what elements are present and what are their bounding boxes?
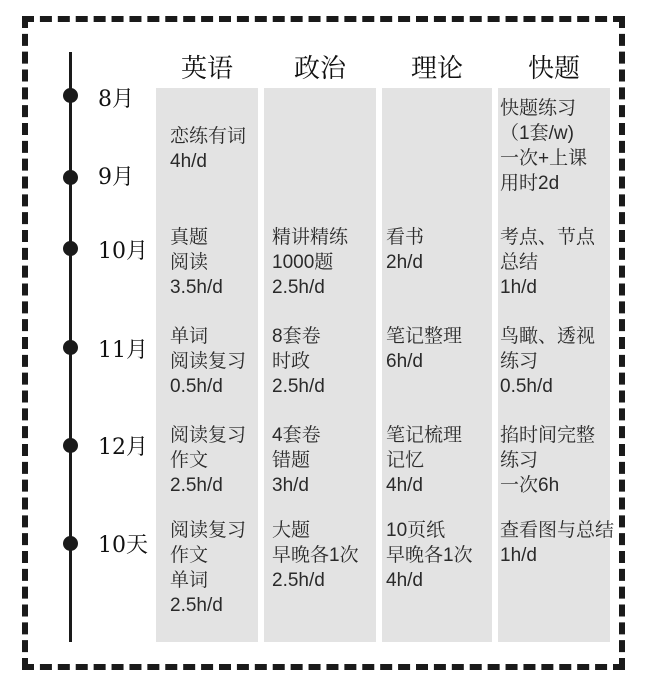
cell-theory-nov	[386, 324, 462, 374]
cell-english-nov	[170, 324, 246, 399]
cell-line: 2h/d	[386, 252, 423, 273]
cell-line: 笔记梳理	[386, 425, 463, 446]
cell-line: 快题练习	[500, 98, 577, 119]
cell-line: 精讲精练	[272, 227, 349, 248]
cell-line: 作文	[170, 450, 209, 471]
cell-line: 2.5h/d	[272, 277, 325, 298]
cell-line: 作文	[170, 545, 209, 566]
cell-sketch-10days	[500, 518, 614, 568]
cell-line: 错题	[272, 450, 311, 471]
cell-english-dec	[170, 423, 246, 498]
column-header-english: 英语	[180, 54, 233, 84]
cell-line: 阅读复习	[170, 425, 247, 446]
cell-line: 2.5h/d	[170, 595, 223, 616]
cell-line: 练习	[500, 351, 539, 372]
cell-line: 阅读复习	[170, 520, 247, 541]
column-header-theory: 理论	[410, 54, 463, 84]
cell-line: 单词	[170, 326, 209, 347]
cell-sketch-aug-sep	[500, 96, 587, 196]
cell-sketch-oct	[500, 225, 595, 300]
cell-line: 阅读	[170, 252, 209, 273]
cell-line: 笔记整理	[386, 326, 463, 347]
timeline-label-aug: 8月	[98, 87, 134, 112]
cell-line: 单词	[170, 570, 209, 591]
cell-line: 早晚各1次	[272, 545, 359, 566]
cell-line: 3.5h/d	[170, 277, 223, 298]
cell-politics-10days	[272, 518, 359, 593]
cell-politics-nov	[272, 324, 325, 399]
cell-line: 练习	[500, 450, 539, 471]
cell-line: 真题	[170, 227, 209, 248]
cell-line: （1套/w)	[500, 123, 574, 144]
timeline-label-10days: 10天	[98, 533, 148, 558]
cell-line: 早晚各1次	[386, 545, 473, 566]
timeline-dot-dec	[63, 438, 78, 453]
cell-line: 一次6h	[500, 475, 560, 496]
timeline-dot-10days	[63, 536, 78, 551]
cell-line: 10页纸	[386, 520, 446, 541]
cell-line: 记忆	[386, 450, 425, 471]
timeline-dot-aug	[63, 88, 78, 103]
cell-line: 阅读复习	[170, 351, 247, 372]
timeline-dot-nov	[63, 340, 78, 355]
cell-line: 一次+上课	[500, 148, 588, 169]
cell-line: 1h/d	[500, 545, 537, 566]
cell-line: 0.5h/d	[500, 376, 553, 397]
cell-line: 4h/d	[386, 475, 423, 496]
cell-line: 2.5h/d	[272, 376, 325, 397]
cell-politics-dec	[272, 423, 321, 498]
cell-line: 大题	[272, 520, 311, 541]
cell-english-10days	[170, 518, 246, 618]
cell-line: 4h/d	[386, 570, 423, 591]
cell-line: 恋练有词	[170, 126, 247, 147]
cell-theory-10days	[386, 518, 473, 593]
cell-line: 掐时间完整	[500, 425, 596, 446]
cell-line: 1h/d	[500, 277, 537, 298]
timeline-label-oct: 10月	[98, 239, 148, 264]
cell-line: 鸟瞰、透视	[500, 326, 596, 347]
cell-line: 考点、节点	[500, 227, 596, 248]
column-header-politics: 政治	[293, 54, 346, 84]
cell-line: 8套卷	[272, 326, 321, 347]
cell-line: 总结	[500, 252, 539, 273]
cell-line: 查看图与总结	[500, 520, 615, 541]
cell-line: 时政	[272, 351, 311, 372]
cell-sketch-nov	[500, 324, 595, 399]
cell-politics-oct	[272, 225, 348, 300]
timeline-label-dec: 12月	[98, 435, 148, 460]
cell-sketch-dec	[500, 423, 595, 498]
cell-line: 3h/d	[272, 475, 309, 496]
timeline-label-sep: 9月	[98, 165, 134, 190]
cell-theory-oct	[386, 225, 424, 275]
cell-english-oct	[170, 225, 223, 300]
cell-theory-dec	[386, 423, 462, 498]
cell-english-aug-sep	[170, 124, 246, 174]
timeline-dot-sep	[63, 170, 78, 185]
timeline-label-nov: 11月	[98, 338, 148, 363]
cell-line: 看书	[386, 227, 425, 248]
column-header-sketch: 快题	[527, 54, 580, 84]
cell-line: 6h/d	[386, 351, 423, 372]
timeline-dot-oct	[63, 241, 78, 256]
cell-line: 2.5h/d	[170, 475, 223, 496]
cell-line: 4套卷	[272, 425, 321, 446]
cell-line: 0.5h/d	[170, 376, 223, 397]
cell-line: 用时2d	[500, 173, 560, 194]
cell-line: 4h/d	[170, 151, 207, 172]
cell-line: 1000题	[272, 252, 334, 273]
cell-line: 2.5h/d	[272, 570, 325, 591]
